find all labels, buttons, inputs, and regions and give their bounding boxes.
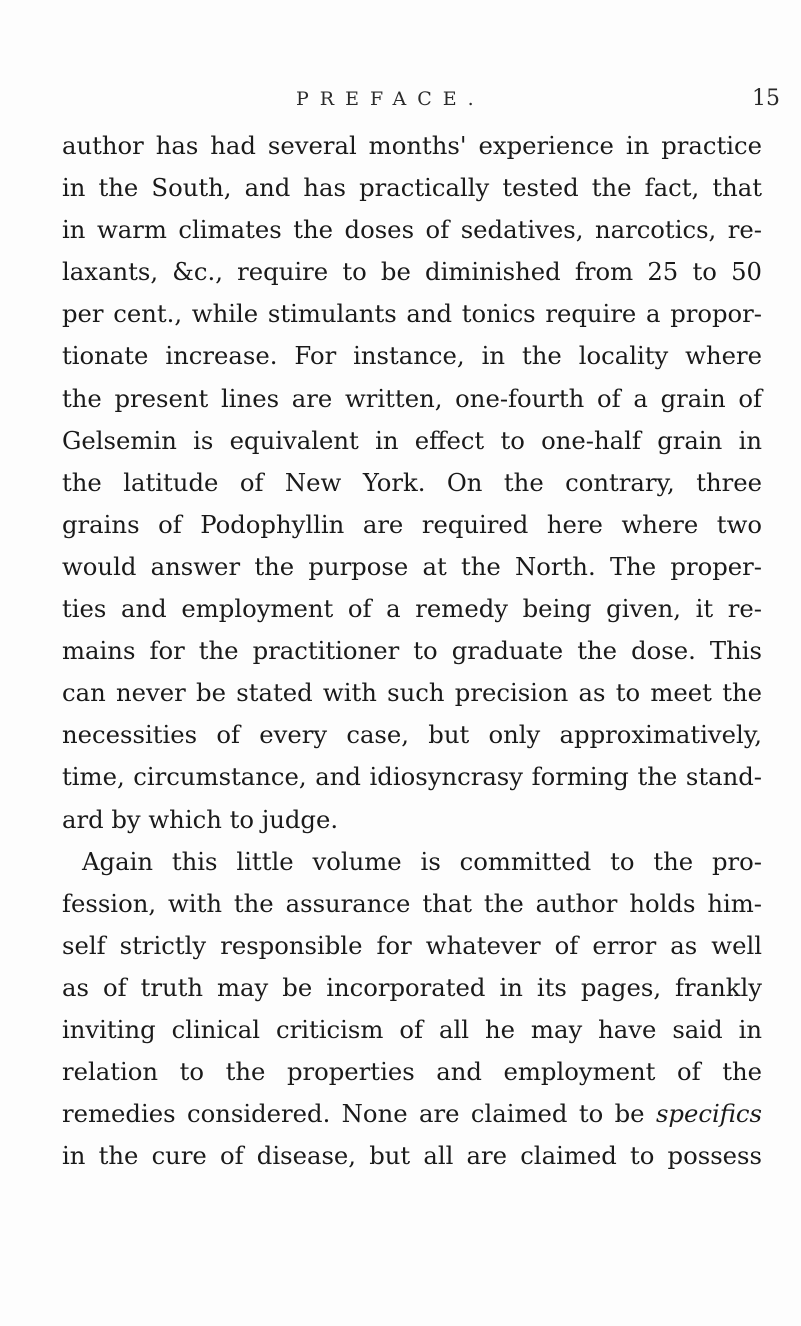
running-head [0, 88, 801, 118]
text-line: in the cure of disease, but all are claimed to possess [62, 1141, 762, 1171]
text-line: can never be stated with such precision as to meet the [62, 678, 762, 708]
text-line: tionate increase. For instance, in the locality where [62, 341, 762, 371]
italic-word: specifics [655, 1099, 762, 1129]
text-line: Gelsemin is equivalent in effect to one-half grain in [62, 425, 762, 455]
text-line: the present lines are written, one-fourth of a grain of [62, 383, 762, 413]
text-line: in the South, and has practically tested the fact, that [62, 173, 762, 203]
text-line: the latitude of New York. On the contrary, three [62, 467, 762, 497]
text-fragment: remedies considered. None are claimed to be [62, 1099, 645, 1129]
text-line: self strictly responsible for whatever of error as well [62, 930, 762, 960]
text-line: as of truth may be incorporated in its pages, frankly [62, 972, 762, 1002]
text-line: mains for the practitioner to graduate the dose. This [62, 636, 762, 666]
text-line: grains of Podophyllin are required here where two [62, 509, 762, 539]
text-line: inviting clinical criticism of all he may have said in [62, 1014, 762, 1044]
text-line: would answer the purpose at the North. The proper- [62, 551, 762, 581]
text-line: fession, with the assurance that the author holds him- [62, 888, 762, 918]
text-line-with-italic [62, 1093, 762, 1135]
text-line: ties and employment of a remedy being given, it re- [62, 594, 762, 624]
text-line: in warm climates the doses of sedatives, narcotics, re- [62, 215, 762, 245]
text-line: author has had several months' experience in practice [62, 131, 762, 160]
text-line: per cent., while stimulants and tonics require a propor- [62, 299, 762, 329]
running-title: PREFACE. [296, 88, 485, 110]
text-line: necessities of every case, but only approximatively, [62, 720, 762, 750]
text-line-paragraph-start: Again this little volume is committed to the pro- [82, 846, 762, 876]
body-text [62, 125, 762, 1177]
text-line: laxants, &c., require to be diminished from 25 to 50 [62, 257, 762, 287]
text-line-paragraph-end: ard by which to judge. [62, 804, 339, 834]
text-line: time, circumstance, and idiosyncrasy forming the stand- [62, 762, 762, 792]
page-number: 15 [752, 86, 780, 111]
text-line: relation to the properties and employment of the [62, 1057, 762, 1087]
